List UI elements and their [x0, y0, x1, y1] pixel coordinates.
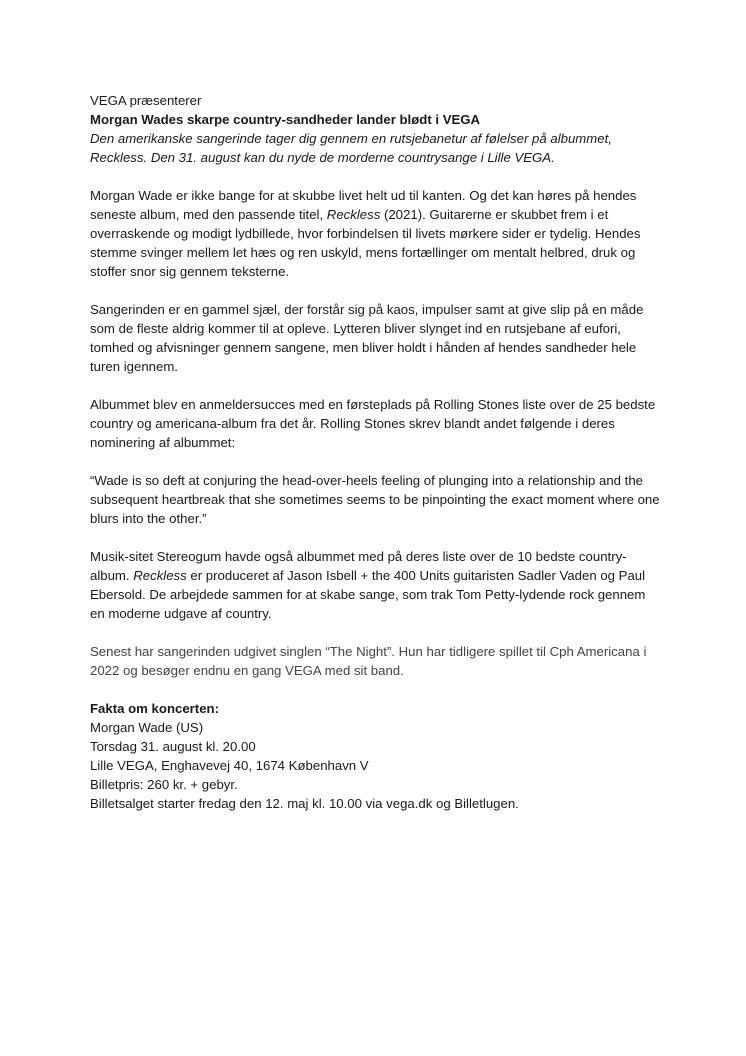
p4-text-a: Musik-sitet Stereogum havde også albummet med på deres liste over de 10 bedste country-album. — [90, 549, 627, 583]
quote-paragraph: “Wade is so deft at conjuring the head-over-heels feeling of plunging into a relationship and the subsequent heartbreak that she sometimes seems to be pinpointing the exact moment where one blurs into the other.” — [90, 473, 660, 526]
p1-text-b: (2021). Guitarerne er skubbet frem i et overraskende og modigt lydbillede, hvor forbindelsen til livets mørkere sider er tydelig. Hendes stemme svinger mellem let hæs og ren uskyld, mens fortællinger om mentalt helbred, druk og stoffer snor sig gennem teksterne. — [90, 207, 641, 279]
facts-heading: Fakta om koncerten: — [90, 701, 219, 716]
lead-paragraph: Den amerikanske sangerinde tager dig gennem en rutsjebanetur af følelser på albummet, Reckless. Den 31. august kan du nyde de morderne countrysange i Lille VEGA. — [90, 131, 612, 165]
p4-text-b: er produceret af Jason Isbell + the 400 Units guitaristen Sadler Vaden og Paul Ebersold. De arbejdede sammen for at skabe sange, som trak Tom Petty-lydende rock gennem en moderne udgave af country. — [90, 568, 646, 621]
facts-date: Torsdag 31. august kl. 20.00 — [90, 739, 256, 754]
p1-album-title: Reckless — [326, 207, 381, 222]
facts-venue: Lille VEGA, Enghavevej 40, 1674 København V — [90, 758, 369, 773]
presenter-line: VEGA præsenterer — [90, 93, 202, 108]
p4-album-title: Reckless — [133, 568, 187, 583]
facts-price: Billetpris: 260 kr. + gebyr. — [90, 777, 238, 792]
body-paragraph-4 — [90, 547, 660, 623]
facts-sale: Billetsalget starter fredag den 12. maj kl. 10.00 via vega.dk og Billetlugen. — [90, 796, 519, 811]
facts-artist: Morgan Wade (US) — [90, 720, 204, 735]
body-paragraph-3: Albummet blev en anmeldersucces med en førsteplads på Rolling Stones liste over de 25 bedste country og americana-album fra det år. Rolling Stones skrev blandt andet følgende i deres nominering af albummet: — [90, 397, 656, 450]
headline: Morgan Wades skarpe country-sandheder lander blødt i VEGA — [90, 112, 481, 127]
p1-text-a: Morgan Wade er ikke bange for at skubbe livet helt ud til kanten. Og det kan høres på hendes seneste album, med den passende titel, — [90, 188, 637, 222]
body-paragraph-1 — [90, 186, 660, 281]
press-release — [90, 91, 660, 813]
body-paragraph-5: Senest har sangerinden udgivet singlen “The Night”. Hun har tidligere spillet til Cph Americana i 2022 og besøger endnu en gang VEGA med sit band. — [90, 644, 647, 678]
body-paragraph-2: Sangerinden er en gammel sjæl, der forstår sig på kaos, impulser samt at give slip på en måde som de fleste aldrig kommer til at opleve. Lytteren bliver slynget ind en rutsjebane af eufori, tomhed og afvisninger gennem sangene, men bliver holdt i hånden af hendes sandheder hele turen igennem. — [90, 302, 644, 374]
